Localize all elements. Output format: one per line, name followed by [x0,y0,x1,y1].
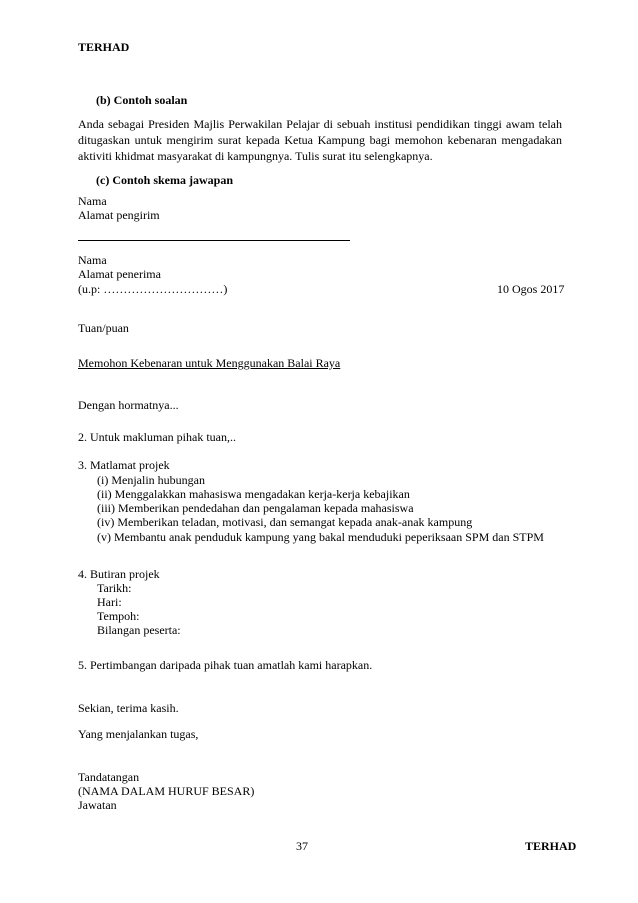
list-item: Bilangan peserta: [97,623,181,637]
sender-address: Alamat pengirim [78,208,160,222]
list-item: Tempoh: [97,609,140,623]
opening-line: Dengan hormatnya... [78,398,179,412]
section-b-question: Anda sebagai Presiden Majlis Perwakilan Pelajar di sebuah institusi pendidikan tinggi awam telah ditugaskan untuk mengirim surat kepada Ketua Kampung bagi memohon kebenaran mengadakan aktiviti khidmat masyarakat di kampungnya. Tulis surat itu selengkapnya. [78,117,562,163]
name-caps-label: (NAMA DALAM HURUF BESAR) [78,784,255,798]
point-5: 5. Pertimbangan daripada pihak tuan amatlah kami harapkan. [78,658,373,672]
point-4-title: 4. Butiran projek [78,567,160,581]
recipient-address: Alamat penerima [78,267,161,281]
address-divider [78,240,350,241]
list-item: (i) Menjalin hubungan [97,473,205,487]
point-3-title: 3. Matlamat projek [78,458,170,472]
recipient-name: Nama [78,253,107,267]
signature-label: Tandatangan [78,770,140,784]
header-classification: TERHAD [78,40,130,54]
letter-date: 10 Ogos 2017 [497,282,565,296]
footer-classification: TERHAD [525,839,577,853]
list-item: (v) Membantu anak penduduk kampung yang bakal menduduki peperiksaan SPM dan STPM [97,530,544,544]
section-c-heading: (c) Contoh skema jawapan [96,173,234,187]
closing-line-2: Yang menjalankan tugas, [78,727,199,741]
list-item: (iv) Memberikan teladan, motivasi, dan semangat kepada anak-anak kampung [97,515,473,529]
attention-line: (u.p: …………………………) [78,282,228,296]
list-item: (ii) Menggalakkan mahasiswa mengadakan kerja-kerja kebajikan [97,487,410,501]
list-item: Hari: [97,595,122,609]
closing-line: Sekian, terima kasih. [78,701,179,715]
letter-subject: Memohon Kebenaran untuk Menggunakan Balai Raya [78,356,341,370]
list-item: (iii) Memberikan pendedahan dan pengalaman kepada mahasiswa [97,501,414,515]
point-2: 2. Untuk makluman pihak tuan,.. [78,430,236,444]
sender-name: Nama [78,194,107,208]
section-b-heading: (b) Contoh soalan [96,93,188,107]
page-number: 37 [296,839,308,853]
list-item: Tarikh: [97,581,132,595]
position-label: Jawatan [78,798,117,812]
salutation: Tuan/puan [78,321,129,335]
